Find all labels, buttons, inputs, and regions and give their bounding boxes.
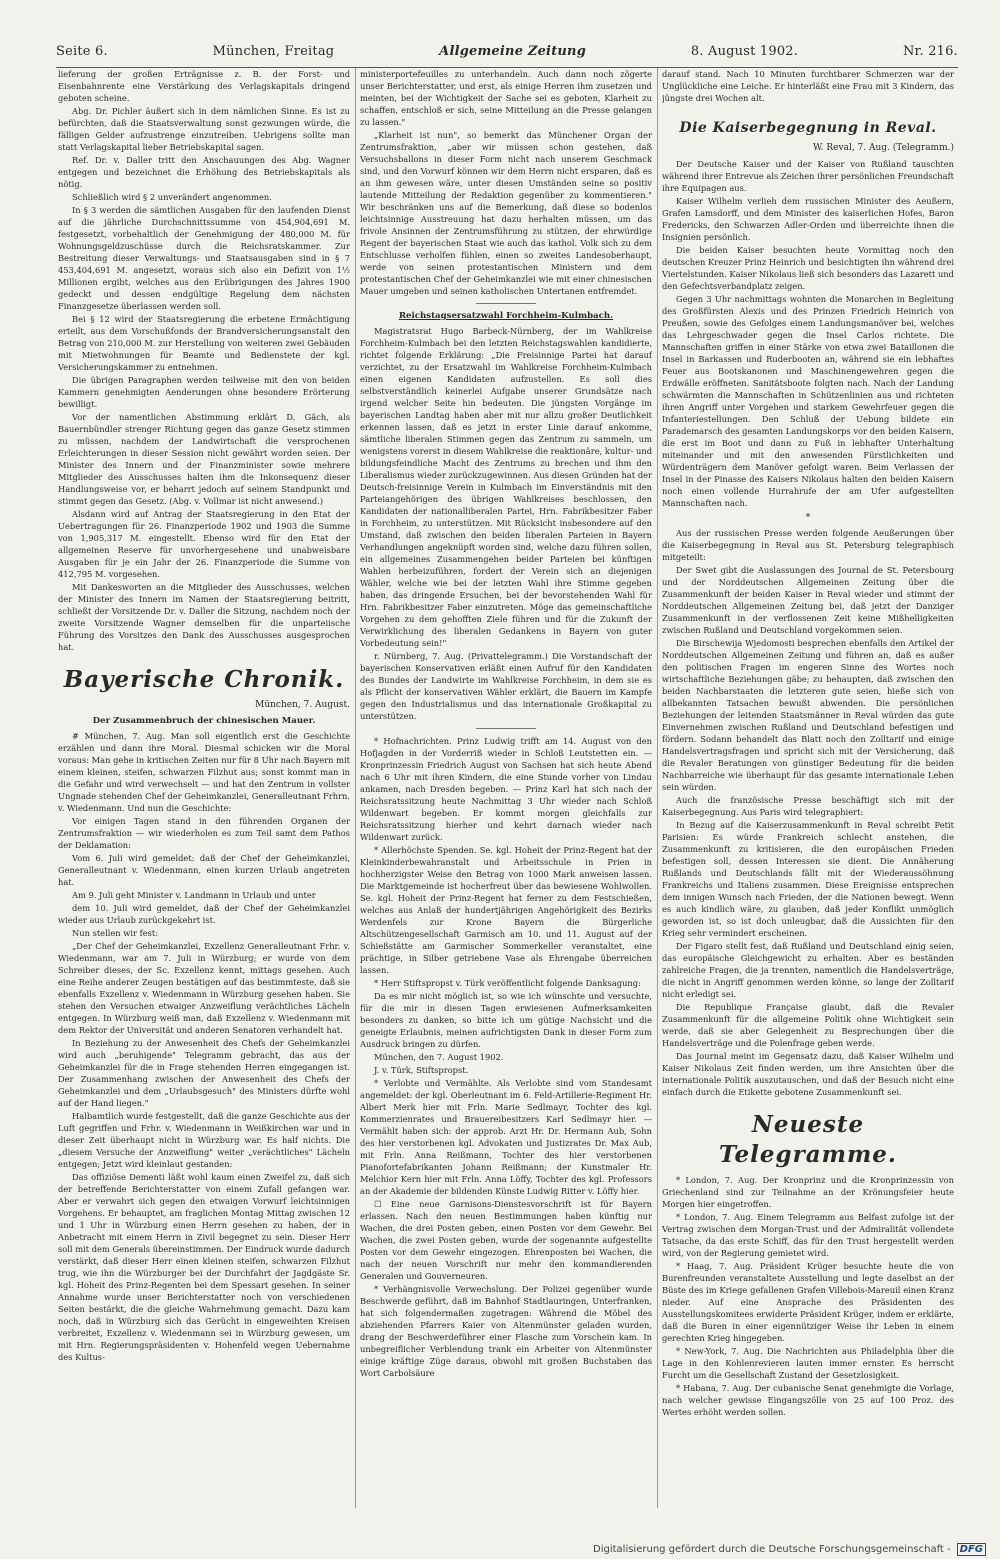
- paragraph: dem 10. Juli wird gemeldet, daß der Chef der Geheimkanzlei wieder aus Urlaub zurückgekehrt ist.: [58, 903, 350, 925]
- paragraph: ☐ Eine neue Garnisons-Dienstesvorschrift ist für Bayern erlassen. Nach den neuen Bestimmungen haben künftig nur Wachen, die drei Posten geben, einen Posten vor dem Gewehr. Bei Wachen, die zwei Posten geben, wurde der sogenannte aufgestellte Posten vor dem Gewehr eingezogen. Ehrenposten bei Wachen, die nach der neuen Vorschrift nur mehr den kommandierenden Generalen und Gouverneuren.: [360, 1199, 652, 1281]
- page-number: Seite 6.: [56, 44, 108, 59]
- paragraph: * Verhängnisvolle Verwechslung. Der Polizei gegenüber wurde Beschwerde geführt, daß im Bahnhof Stadtlauringen, Unterfranken, hat sich folgendermaßen zugetragen: Während die Möbel des abziehenden Pfarrers Kaier von Altenmünster geladen wurden, drang der Beschwerdeführer einer Flasche zum Vorschein kam. In unbegreiflicher Verblendung trank ein Arbeiter von Altenmünster einige kräftige Züge daraus, obwohl mit großen Buchstaben das Wort Carbolsäure: [360, 1284, 652, 1378]
- newspaper-title: Allgemeine Zeitung: [439, 44, 586, 59]
- paragraph: Auch die französische Presse beschäftigt sich mit der Kaiserbegegnung. Aus Paris wird telegraphiert:: [662, 795, 954, 817]
- paragraph: „Der Chef der Geheimkanzlei, Exzellenz Generalleutnant Frhr. v. Wiedenmann, war am 7. Juli in Würzburg; er wurde von dem Schreiber dieses, der Sc. Exzellenz kennt, mittags gesehen. Auch eine Reihe anderer Zeugen bestätigen auf das bestimmteste, daß sie ebenfalls Exzellenz v. Wiedenmann in Würzburg gesehen haben. Sie stehen den Versuchen etwaiger Anzweiflung verächtliches Lächeln entgegen. In Würzburg weiß man, daß Exzellenz v. Wiedenmann mit dem Rektor der Universität und anderen Senatoren verhandelt hat.: [58, 941, 350, 1035]
- divider: [476, 728, 536, 729]
- paragraph: # München, 7. Aug. Man soll eigentlich erst die Geschichte erzählen und dann ihre Moral. Diesmal schicken wir die Moral voraus: Man gehe in kritischen Zeiten nur für 8 Uhr nach Bayern mit einem kleinen, steifen, schwarzen Filzhut aus; sonst kommt man in die Gefahr und wird verwechselt — und hat den Zentrum in vollster Ungnade stehenden Chef der Geheimkanzlei, Generalleutnant Frhrn. v. Wiedenmann. Und nun die Geschichte:: [58, 731, 350, 813]
- paragraph: ministerportefeuilles zu unterhandeln. Auch dann noch zögerte unser Berichterstatter, und erst, als einige Herren ihm zusetzen und meinten, bei der Wichtigkeit der Sache sei es geboten, Klarheit zu schaffen, entschloß er sich, seine Mitteilung an die Presse gelangen zu lassen.": [360, 69, 652, 127]
- paragraph: Der Deutsche Kaiser und der Kaiser von Rußland tauschten während ihrer Entrevue als Zeichen ihrer persönlichen Freundschaft ihre Equipagen aus.: [662, 159, 954, 193]
- section-heading-chronik: Bayerische Chronik.: [63, 666, 345, 693]
- paragraph: Bei § 12 wird der Staatsregierung die erbetene Ermächtigung erteilt, aus dem Vorschußfonds der Brandversicherungsanstalt den Betrag von 210,000 M. zur Herstellung von weiteren zwei Gebäuden mit Mietwohnungen für Beamte und Bedienstete der kgl. Versicherungskammer zu entnehmen.: [58, 314, 350, 372]
- dateline: München, 7. August.: [255, 700, 350, 710]
- paragraph: Gegen 3 Uhr nachmittags wohnten die Monarchen in Begleitung des Großfürsten Alexis und des Prinzen Friedrich Heinrich von Preußen, sowie des Gefolges einem Landungsmanöver bei, welches das Lehrgeschwader gegen die Insel Carlos richtete. Die Mannschaften griffen in einer Stärke von etwa zwei Bataillonen die Insel in Barkassen und Ruderbooten an, während sie ein lebhaftes Feuer aus Bootskanonen und Maschinengewehren gegen die Erdwälle eröffneten. Sanitätsboote folgten nach. Nach der Landung schwärmten die Mannschaften in Schützenlinien aus und richteten ihren Angriff unter Vorgehen und starkem Gewehrfeuer gegen die Infanteriestellungen. Den Schluß der Uebung bildete ein Parademarsch des gesamten Landungskorps vor den beiden Kaisern, die erst im Boot und dann zu Fuß in lebhafter Unterhaltung miteinander und mit den anwesenden Fürstlichkeiten und Würdenträgern dem Manöver gefolgt waren. Beim Verlassen der Insel in der Pinasse des Kaisers Nikolaus halten den beiden Kaisern noch einen vollende Hurrahrufe der am Ufer aufgestellten Mannschaften nach.: [662, 294, 954, 508]
- column-1: [58, 68, 350, 1508]
- paragraph: Da es mir nicht möglich ist, so wie ich wünschte und versuchte, für die mir in diesen Tagen erwiesenen Aufmerksamkeiten besonders zu danken, so bitte ich um gütige Nachsicht und die geneigte Erlaubnis, meinen aufrichtigsten Dank in dieser Form zum Ausdruck bringen zu dürfen.: [360, 991, 652, 1049]
- dateline: W. Reval, 7. Aug. (Telegramm.): [813, 143, 954, 153]
- column-rule: [657, 68, 658, 1508]
- paragraph: * London, 7. Aug. Einem Telegramm aus Belfast zufolge ist der Vertrag zwischen dem Morgan-Trust und der Admiralität vollendete Tatsache, da das erste Schiff, das für den Trust hergestellt werden wird, von der Regierung gemietet wird.: [662, 1212, 954, 1258]
- paragraph: Ref. Dr. v. Daller tritt den Anschauungen des Abg. Wagner entgegen und bezeichnet die Erhöhung des Betriebskapitals als nötig.: [58, 155, 350, 189]
- paragraph: In § 3 werden die sämtlichen Ausgaben für den laufenden Dienst auf die jährliche Durchschnittssumme von 454,904,691 M. festgesetzt, vorbehaltlich der Genehmigung der 480,000 M. für Wohnungsgeldzuschüsse durch die Reichsratskammer. Zur Bestreitung dieser Verwaltungs- und Staatsausgaben sind in § 7 453,404,691 M. angesetzt, woraus sich also ein Defizit von 1½ Millionen ergibt, welches aus den Erübrigungen des Jahres 1900 gedeckt und dessen endgültige Regelung dem nächsten Finanzgesetze überlassen werden soll.: [58, 205, 350, 311]
- paragraph: Der Figaro stellt fest, daß Rußland und Deutschland einig seien, das europäische Gleichgewicht zu erhalten. Aber es beständen zahlreiche Fragen, die ja trennten, namentlich die Handelsverträge, die nicht in Angriff genommen werden könne, so lange der Zolltarif nicht erledigt sei.: [662, 941, 954, 999]
- paragraph: * Herr Stiftspropst v. Türk veröffentlicht folgende Danksagung:: [374, 978, 641, 988]
- paragraph: Am 9. Juli geht Minister v. Landmann in Urlaub und unter: [72, 890, 316, 900]
- paragraph: Der Swet gibt die Auslassungen des Journal de St. Petersbourg und der Norddeutschen Allgemeinen Zeitung über die Zusammenkunft der beiden Kaiser in Reval wieder und stimmt der Norddeutschen Allgemeinen Zeitung bei, daß jetzt der Danziger Zusammenkunft in der verflossenen Zeit keine Mißhelligkeiten zwischen Rußland und Deutschland vorgekommen seien.: [662, 565, 954, 635]
- paragraph: * New-York, 7. Aug. Die Nachrichten aus Philadelphia über die Lage in den Kohlenrevieren lauten immer ernster. Es herrscht Furcht um die Gesellschaft Zustand der Gesetzlosigkeit.: [662, 1346, 954, 1380]
- paragraph: J. v. Türk, Stiftspropst.: [374, 1065, 469, 1075]
- divider: [476, 303, 536, 304]
- paragraph: München, den 7. August 1902.: [374, 1052, 504, 1062]
- masthead: [56, 44, 958, 68]
- paragraph: * Hofnachrichten. Prinz Ludwig trifft am 14. August von den Hofjagden in der Vorderriß wieder in Schloß Leutstetten ein. — Kronprinzessin Friedrich August von Sachsen hat sich heute Abend nach 6 Uhr mit ihren Kindern, die eine Stunde vorher von Lindau ankamen, nach Dresden begeben. — Prinz Karl hat sich nach der Reichsratssitzung heute Nachmittag 3 Uhr wieder nach Schloß Wildenwart begeben. Er kommt morgen gleichfalls zur Reichsratssitzung hierher und kehrt darnach wieder nach Wildenwart zurück.: [360, 736, 652, 842]
- paragraph: Abg. Dr. Pichler äußert sich in dem nämlichen Sinne. Es ist zu befürchten, daß die Staatsverwaltung sonst gezwungen würde, die fälligen Gelder aufzustrenge einzutreiben. Uebrigens sollte man statt Verlagskapital lieber Betriebskapital sagen.: [58, 106, 350, 152]
- article-subheading: Der Zusammenbruch der chinesischen Mauer.: [92, 716, 316, 726]
- paragraph: In Bezug auf die Kaiserzusammenkunft in Reval schreibt Petit Parisien: Es würde Frankreich schlecht anstehen, die Zusammenkunft zu kritisieren, die den europäischen Frieden befestigen soll, dessen Interessen sie dient. Die Annäherung Rußlands und Deutschlands fällt mit der Wiederaussöhnung Frankreichs und Italiens zusammen. Diese Ereignisse entsprechen dem innigen Wunsch nach Frieden, der die Nationen bewegt. Wenn es auch kindlich wäre, zu glauben, daß jeder Konflikt unmöglich geworden ist, so ist doch unleugbar, daß die Aussichten für den Krieg sehr vermindert erscheinen.: [662, 820, 954, 938]
- paragraph: r. Nürnberg, 7. Aug. (Privattelegramm.) Die Vorstandschaft der bayerischen Konservativen erläßt einen Aufruf für den Kandidaten des Bundes der Landwirte im Wahlkreise Forchheim, in dem sie es als Pflicht der konservativen Wähler erklärt, die Bauern im Kampfe gegen den Industrialismus und das internationale Großkapital zu unterstützen.: [360, 651, 652, 721]
- paragraph: * Haag, 7. Aug. Präsident Krüger besuchte heute die von Burenfreunden veranstaltete Ausstellung und legte daselbst an der Büste des im Kriege gefallenen Grafen Villebois-Mareuil einen Kranz nieder. Auf eine Ansprache des Präsidenten des Ausstellungskomitees erwiderte Präsident Krüger, indem er erklärte, daß die Buren in einer eigennütziger Weise ihr Leben in einem gerechten Krieg hingegeben.: [662, 1261, 954, 1343]
- issue-date: 8. August 1902.: [690, 44, 799, 59]
- paragraph: Vor der namentlichen Abstimmung erklärt D. Gäch, als Bauernbündler strenger Richtung gegen das ganze Gesetz stimmen zu müssen, nachdem der Landwirtschaft die versprochenen Erleichterungen in dieser Session nicht gewährt worden seien. Der Minister des Innern und der Finanzminister sowie mehrere Mitglieder des Ausschusses halten ihm die Inkonsequenz dieser Handlungsweise vor, er beharrt jedoch auf seinem Standpunkt und stimmt gegen das Gesetz. (Abg. v. Vollmar ist nicht anwesend.): [58, 412, 350, 506]
- paragraph: darauf stand. Nach 10 Minuten furchtbarer Schmerzen war der Unglückliche eine Leiche. Er hinterläßt eine Frau mit 3 Kindern, das jüngste drei Wochen alt.: [662, 69, 954, 103]
- paragraph: Mit Dankesworten an die Mitglieder des Ausschusses, welchen der Minister des Innern im Namen der Staatsregierung beitritt, schließt der Vorsitzende Dr. v. Daller die Sitzung, nachdem noch der zweite Vorsitzende Wagner demselben für die unparteiische Führung des Vorsitzes den Dank des Ausschusses ausgesprochen hat.: [58, 582, 350, 652]
- paragraph: Nun stellen wir fest:: [72, 928, 159, 938]
- paragraph: Die übrigen Paragraphen werden teilweise mit den von beiden Kammern genehmigten Aenderungen ohne besondere Erörterung bewilligt.: [58, 375, 350, 409]
- paragraph: Alsdann wird auf Antrag der Staatsregierung in den Etat der Uebertragungen für 26. Finanzperiode 1902 und 1903 die Summe von 1,905,317 M. eingestellt. Ebenso wird für den Etat der allgemeinen Reserve für unvorhergesehene und unabweisbare Ausgaben für je ein Jahr der 26. Finanzperiode die Summe von 412,795 M. vorgesehen.: [58, 509, 350, 579]
- column-3: [662, 68, 954, 1508]
- paragraph: * Allerhöchste Spenden. Se. kgl. Hoheit der Prinz-Regent hat der Kleinkinderbewahranstalt und Arbeitsschule in Prien in hochherzigster Weise den Betrag von 1000 Mark anweisen lassen. Die Marktgemeinde ist hocherfreut über das bewiesene Wohlwollen. Se. kgl. Hoheit der Prinz-Regent hat ferner zu dem Festschießen, welches aus Anlaß der hundertjährigen Angehörigkeit des Bezirks Werdenfels zur Krone Bayern die Bürgerliche Altschützengesellschaft Garmisch am 10. und 11. August auf der Schießstätte am Garmischer Sommerkeller veranstaltet, eine prächtige, in Silber getriebene Vase als Ehrengabe überreichen lassen.: [360, 845, 652, 975]
- star-separator: *: [805, 513, 811, 523]
- paragraph: „Klarheit ist nun", so bemerkt das Münchener Organ der Zentrumsfraktion, „aber wir müssen schon gestehen, daß Versuchsballons in dieser Form nicht nach unserem Geschmack sind, und den Vorwurf können wir dem Herrn nicht ersparen, daß es an ihm gewesen wäre, unter diesen Umständen seine so positiv lautende Mitteilung der Redaktion gegenüber zu kommentieren." Wir beschränken uns auf die Bemerkung, daß diese so bodenlos leichtsinnige Ausstreuung hat dazu herhalten müssen, um das frivole Ansinnen der Zentrumsführung zu stützen, der ehrwürdige Regent der bayerischen Staat wie auch das kathol. Volk sich zu dem Entschlusse verholfen fühlen, einen so zweites Landesoberhaupt, werde von seinen protestantischen Ministern und dem protestantischen Chef der Geheimkanzlei wie mit einer chinesischen Mauer umgeben und seinen katholischen Untertanen entfremdet.: [360, 130, 652, 296]
- paragraph: Das offiziöse Dementi läßt wohl kaum einen Zweifel zu, daß sich der betreffende Berichterstatter von einem Zufall gefangen war. Aber er verwahrt sich gegen den etwaigen Vorwurf leichtsinnigen Vorgehens. Er behauptet, am fraglichen Montag Mittag zwischen 12 und 1 Uhr in Würzburg einen Herrn gesehen zu haben, der in Anbetracht mit einem Herrn in Zivil begegnet zu sein. Dieser Herr soll mit dem Generals übereinstimmen. Der Eindruck wurde dadurch verstärkt, daß dieser Herr einen kleinen steifen, schwarzen Filzhut trug, wie ihn die Würzburger bei der Durchfahrt der Jagdgäste Sr. kgl. Hoheit des Prinz-Regenten bei dem Spessart gesehen. In seiner Annahme wurde unser Berichterstatter noch von verschiedenen Seiten bestärkt, die die gleiche Wahrnehmung gemacht. Dazu kam noch, daß in Würzburg sich das Gerücht in eingeweihten Kreisen verbreitet, Exzellenz v. Wiedenmann sei in Würzburg gewesen, um mit Hrn. Regierungspräsidenten v. Hohenfeld wegen Uebernahme des Kultus-: [58, 1172, 350, 1362]
- paragraph: Schließlich wird § 2 unverändert angenommen.: [72, 192, 272, 202]
- article-subheading: Reichstagsersatzwahl Forchheim-Kulmbach.: [398, 311, 614, 321]
- paragraph: Aus der russischen Presse werden folgende Aeußerungen über die Kaiserbegegnung in Reval aus St. Petersburg telegraphisch mitgeteilt:: [662, 528, 954, 562]
- dfg-logo: DFG: [957, 1543, 986, 1556]
- paragraph: Die Republique Française glaubt, daß die Revaler Zusammenkunft für die allgemeine Politik ohne Wichtigkeit sein werde, daß sie aber Gelegenheit zu Besprechungen über die Handelsverträge und die Polenfrage geben werde.: [662, 1002, 954, 1048]
- paragraph: Vom 6. Juli wird gemeldet: daß der Chef der Geheimkanzlei, Generalleutnant v. Wiedenmann, einen kurzen Urlaub angetreten hat.: [58, 853, 350, 887]
- paragraph: In Beziehung zu der Anwesenheit des Chefs der Geheimkanzlei wird auch „beruhigende" Telegramm gebracht, das aus der Geheimkanzlei für die in Frage stehenden Herren eingegangen ist. Der Zusammenhang zwischen der Anwesenheit des Chefs der Geheimkanzlei und dem „Urlaubsgesuch" des Ministers dürfte wohl auf der Hand liegen.": [58, 1038, 350, 1108]
- section-heading-telegramme: Neueste Telegramme.: [719, 1111, 897, 1168]
- paragraph: * Habana, 7. Aug. Der cubanische Senat genehmigte die Vorlage, nach welcher gewisse Eingangszölle von 25 auf 100 Proz. des Wertes erhöht werden sollen.: [662, 1383, 954, 1417]
- column-2: [360, 68, 652, 1508]
- paragraph: Vor einigen Tagen stand in den führenden Organen der Zentrumsfraktion — wir wiederholen es zum Teil samt dem Pathos der Deklamation:: [58, 816, 350, 850]
- issue-number: Nr. 216.: [902, 44, 958, 59]
- paragraph: Die Birschewija Wjedomosti besprechen ebenfalls den Artikel der Norddeutschen Allgemeinen Zeitung und führen an, daß es außer den politischen Fragen im engeren Sinne des Wortes noch wirtschaftliche Beziehungen gäbe; zu behaupten, daß zwischen den beiden Nachbarstaaten die letzteren gute seien, hieße sich von allbekannten Tatsachen bewußt abwenden. Die persönlichen Beziehungen der leitenden Staatsmänner in Reval würden das gute Einvernehmen zwischen Rußland und Deutschland befestigen und fördern. Sodann behandelt das Blatt noch den Zolltarif und einige Handelsvertragsfragen und spricht sich mit der Versicherung, daß die Revaler Beratungen von günstiger Bedeutung für die beiden Nachbarreiche wie überhaupt für das gesamte internationale Leben sein würden.: [662, 638, 954, 792]
- footer-text: Digitalisierung gefördert durch die Deutsche Forschungsgemeinschaft -: [593, 1544, 951, 1555]
- paragraph: * Verlobte und Vermählte. Als Verlobte sind vom Standesamt angemeldet: der kgl. Oberleutnant im 6. Feld-Artillerie-Regiment Hr. Albert Merk hier mit Frln. Marie Sedlmayr, Tochter des kgl. Kommerzienrates und Brauereibesitzers Karl Sedlmayr hier. — Vermählt haben sich: der approb. Arzt Hr. Dr. Hermann Aub, Sohn des hier verstorbenen kgl. Advokaten und Justizrates Dr. Max Aub, mit Frln. Anna Reißmann, Tochter des hier verstorbenen Pianofortefabrikanten Johann Reißmann; der Kunstmaler Hr. Melchior Kern hier mit Frln. Anna Löffy, Tochter des kgl. Professors an der Akademie der bildenden Künste Ludwig Ritter v. Löffy hier.: [360, 1078, 652, 1196]
- section-heading-kaiserbegegnung: Die Kaiserbegegnung in Reval.: [679, 120, 937, 136]
- paragraph: Die beiden Kaiser besuchten heute Vormittag noch den deutschen Kreuzer Prinz Heinrich und besichtigten ihn während drei Viertelstunden. Kaiser Nikolaus ließ sich besonders das Lazarett und den Gefechtsverbandplatz zeigen.: [662, 245, 954, 291]
- column-rule: [355, 68, 356, 1508]
- digitization-footer: [0, 1540, 1000, 1559]
- paragraph: lieferung der großen Erträgnisse z. B. der Forst- und Eisenbahnrente eine Verstärkung des Verlagskapitals dringend geboten scheine.: [58, 69, 350, 103]
- paragraph: Halbamtlich wurde festgestellt, daß die ganze Geschichte aus der Luft gegriffen und Frhr. v. Wiedenmann in Weißkirchen war und in dieser Zeit überhaupt nicht in Würzburg war. Es half nichts. Die „diesem Versuche der Anzweiflung" weiter „verächtliches" Lächeln entgegen; Jetzt wird kleinlaut gestanden:: [58, 1111, 350, 1169]
- place-day: München, Freitag: [212, 44, 335, 59]
- paragraph: Kaiser Wilhelm verlieh dem russischen Minister des Aeußern, Grafen Lamsdorff, und dem Minister des kaiserlichen Hofes, Baron Fredericks, den Schwarzen Adler-Orden und überreichte ihnen die Insignien persönlich.: [662, 196, 954, 242]
- paragraph: Das Journal meint im Gegensatz dazu, daß Kaiser Wilhelm und Kaiser Nikolaus Zeit finden werden, um ihre Ansichten über die internationale Politik auszutauschen, und daß der Besuch nicht eine einfach durch die Etikette gebotene Zusammenkunft sei.: [662, 1051, 954, 1097]
- paragraph: * London, 7. Aug. Der Kronprinz und die Kronprinzessin von Griechenland sind zur Teilnahme an der Krönungsfeier heute Morgen hier eingetroffen.: [662, 1175, 954, 1209]
- paragraph: Magistratsrat Hugo Barbeck-Nürnberg, der im Wahlkreise Forchheim-Kulmbach bei den letzten Reichstagswahlen kandidierte, richtet folgende Erklärung: „Die Freisinnige Partei hat darauf verzichtet, zu der Ersatzwahl im Wahlkreise Forchheim-Kulmbach einen eigenen Kandidaten aufzustellen. Es soll dies selbstverständlich keinerlei Aufgabe unserer Grundsätze nach irgend welcher Seite hin bedeuten. Die jüngsten Vorgänge im bayerischen Landtag haben aber mit nur allzu großer Deutlichkeit erkennen lassen, daß es jetzt in erster Linie darauf ankomme, sämtliche liberalen Stimmen gegen das Zentrum zu sammeln, um wenigstens vorerst in diesem Wahlkreise die reaktionäre, kultur- und bildungsfeindliche Macht des Zentrums zu brechen und ihm den Liberalismus wieder zurückzugewinnen. Aus diesen Gründen hat der Deutsch-freisinnige Verein in Kulmbach im Einverständnis mit den Parteiangehörigen des übrigen Wahlkreises beschlossen, den Kandidaten der nationalliberalen Partei, Hrn. Fabrikbesitzer Faber in Forchheim, zu unterstützen. Mit Rücksicht insbesondere auf den Umstand, daß zwischen den beiden liberalen Parteien in Bayern Verhandlungen angeknüpft worden sind, welche dazu führen sollen, ein allgemeines Zusammengehen beider Parteien bei künftigen Wahlen herbeizuführen, fordert der Verein sich an diejenigen Wähler, welche wie bei der letzten Wahl ihre Stimme gegeben haben, das dringende Ersuchen, bei der bevorstehenden Wahl für Hrn. Fabrikbesitzer Faber einzutreten. Möge das gemeinschaftliche Vorgehen zu dem gehofften Ziele führen und für die Zukunft der Verwirklichung des liberalen Gedankens in Bayern von guter Vorbedeutung sein!": [360, 326, 652, 648]
